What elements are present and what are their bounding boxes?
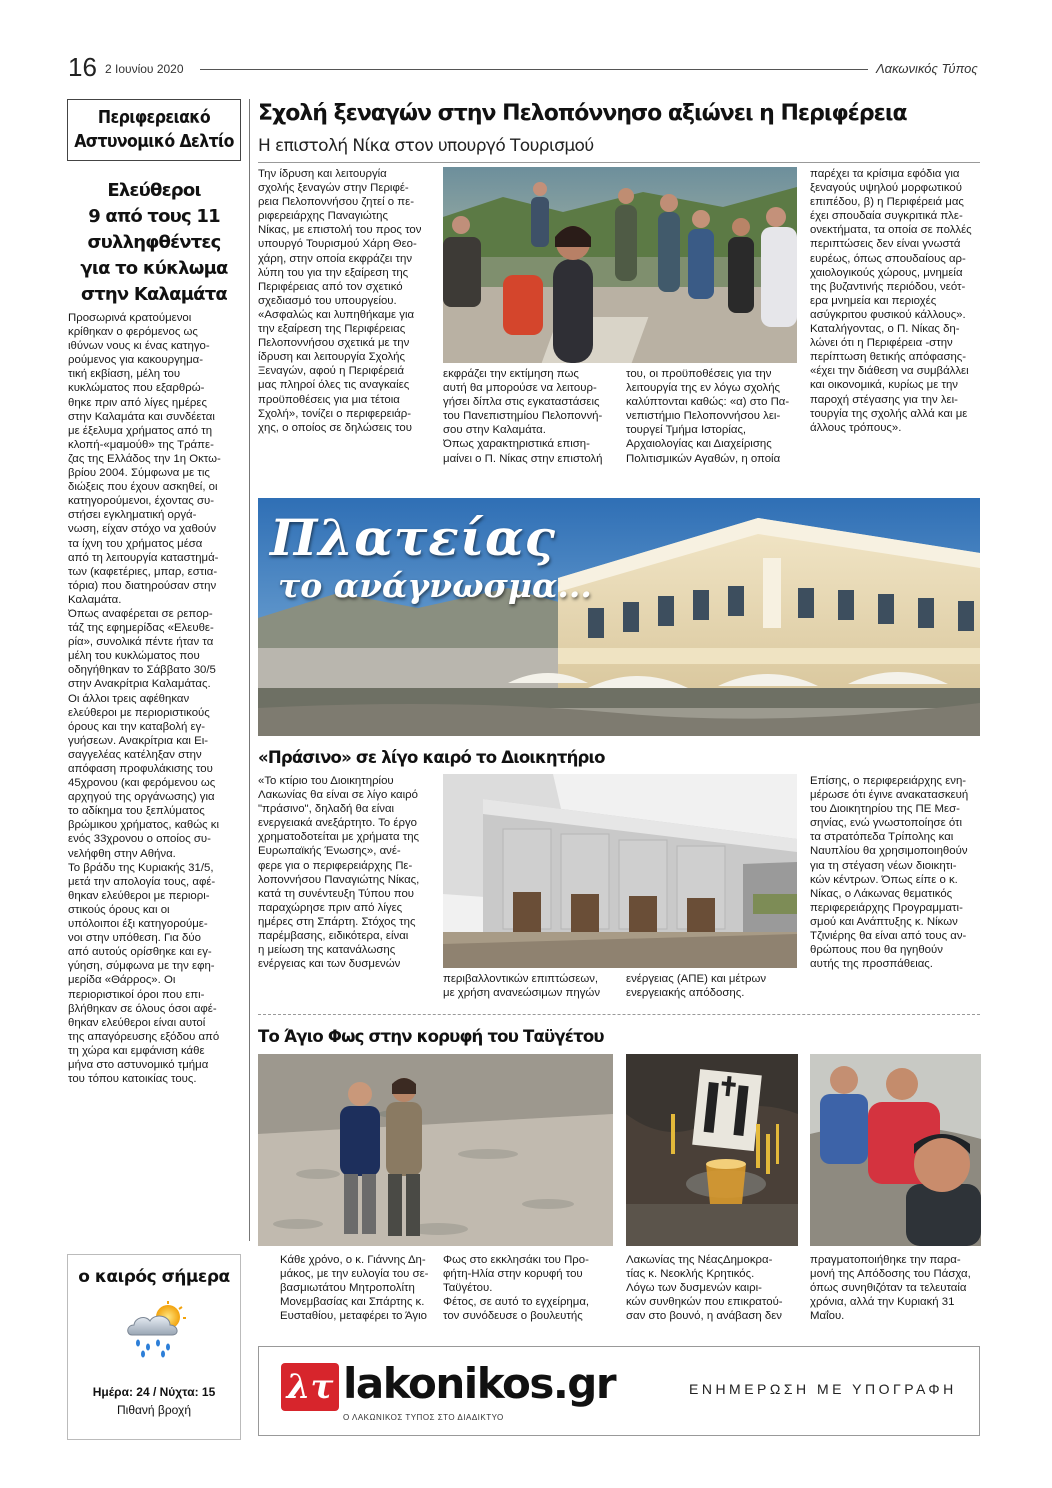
newspaper-name: Λακωνικός Τύπος — [876, 61, 978, 76]
sidebar-article-body — [68, 311, 240, 1086]
text-line: Πολιτισμικών Αγαθών, η οποία — [626, 452, 781, 465]
text-line: υπόλοιποι έξι κατηγορούμε- — [68, 918, 208, 931]
text-line: η μείωση της κατανάλωσης — [258, 944, 396, 957]
article-column — [258, 774, 430, 971]
text-line: Καταλήγοντας, ο Π. Νίκας δη- — [810, 323, 960, 336]
text-line: Το βράδυ της Κυριακής 31/5, — [68, 861, 214, 874]
banner-title: Πλατείας — [270, 508, 556, 567]
text-line: παραχώρησε πριν από λίγες — [258, 901, 403, 914]
text-line: φήτη-Ηλία στην κορυφή του — [443, 1268, 583, 1281]
text-line: ενός 33χρονου ο οποίος συ- — [68, 833, 211, 846]
text-line: Φως στο εκκλησάκι του Προ- — [443, 1254, 589, 1266]
text-line: γήσει δίπλα στις εγκαταστάσεις — [443, 396, 600, 409]
text-line: σμού και Ανάπτυξης κ. Νίκων — [810, 915, 958, 928]
header-rule — [200, 69, 868, 70]
text-line: κυκλώματος που εξαρθρώ- — [68, 382, 205, 395]
text-line: μέρωσε ότι έγινε ανακατασκευή — [810, 789, 969, 802]
text-line: και οικονομικά, κυρίως με την — [810, 379, 959, 392]
text-line: σχολής ξεναγών στην Περιφέ- — [258, 182, 409, 195]
text-line: μερίδα «Θάρρος». Οι — [68, 974, 176, 987]
text-line: 45χρονου (και φερόμενου ως — [68, 777, 216, 790]
article-column — [443, 1253, 615, 1323]
text-line: Λόγω των δυσμενών καιρι- — [626, 1282, 762, 1295]
text-line: κών συνθηκών που επικρατού- — [626, 1296, 783, 1309]
text-line: ζας της Ελλάδος την 1η Οκτω- — [68, 452, 221, 465]
section-divider — [258, 1014, 980, 1015]
text-line: λώνει ότι η Περιφέρεια -στην — [810, 337, 953, 350]
text-line: ίδρυση και λειτουργία Σχολής — [258, 351, 405, 364]
text-line: του τόπου κατοικίας τους. — [68, 1073, 197, 1086]
article-title: Σχολή ξεναγών στην Πελοπόννησο αξιώνει η Περιφέρεια — [258, 101, 907, 126]
tour-group-photo — [443, 167, 797, 363]
text-line: «Το κτίριο του Διοικητηρίου — [258, 775, 394, 787]
article-column — [810, 167, 981, 435]
sidebar-headline-line: για το κύκλωμα — [80, 258, 228, 279]
text-line: ρούμενος για κακουργημα- — [68, 354, 204, 367]
text-line: Λακωνίας της ΝέαςΔημοκρα- — [626, 1254, 773, 1266]
section-label-line2: Αστυνομικό Δελτίο — [74, 132, 234, 152]
text-line: απόφαση προφυλάκισης του — [68, 763, 213, 775]
logo-wordmark: lakonikos.gr — [343, 1359, 616, 1408]
text-line: ρεια Πελοποννήσου ζητεί ο πε- — [258, 196, 415, 209]
text-line: λειτουργία της εν λόγω σχολής — [626, 382, 781, 395]
text-line: για τη στέγαση νέων διοικητι- — [810, 859, 957, 872]
sidebar-headline — [67, 178, 241, 308]
text-line: κλοπή-«μαμούθ» της Τράπε- — [68, 438, 214, 451]
text-line: Νίκας, με επιστολή του προς τον — [258, 224, 422, 237]
text-line: οδηγήθηκαν το Σάββατο 30/5 — [68, 664, 216, 677]
text-line: κών κέντρων. Όπως είπε ο κ. — [810, 873, 958, 886]
text-line: μάκος, με την ευλογία του σε- — [280, 1268, 429, 1281]
text-line: Οι άλλοι τρεις αφέθηκαν — [68, 692, 190, 705]
weather-temperatures: Ημέρα: 24 / Νύχτα: 15 — [92, 1385, 216, 1399]
ad-slogan: ΕΝΗΜΕΡΩΣΗ ΜΕ ΥΠΟΓΡΑΦΗ — [689, 1381, 957, 1397]
text-line: λύπη του για την εξαίρεση της — [258, 266, 409, 279]
text-line: λοποννήσου Παναγιώτης Νίκας, — [258, 873, 420, 886]
text-line: μονή της Απόδοσης του Πάσχα, — [810, 1268, 971, 1281]
text-line: του Πανεπιστημίου Πελοποννή- — [443, 410, 603, 423]
text-line: θρώπους που θα ηγηθούν — [810, 944, 943, 957]
text-line: αυτή θα μπορούσε να λειτουρ- — [443, 382, 597, 395]
text-line: ενέργειας (ΑΠΕ) και μέτρων — [626, 973, 767, 985]
text-line: γύηση, σύμφωνα με την εφη- — [68, 960, 215, 973]
sidebar-headline-line: στην Καλαμάτα — [81, 284, 227, 305]
text-line: υπουργό Τουρισμού Χάρη Θεο- — [258, 238, 417, 251]
rain-cloud-icon — [124, 1301, 188, 1359]
text-line: με έξελυμα χρήματος από τη — [68, 424, 213, 437]
text-line: βρώμικου χρήματος, καθώς κι — [68, 819, 219, 832]
logo-tagline: Ο ΛΑΚΩΝΙΚΟΣ ΤΥΠΟΣ ΣΤΟ ΔΙΑΔΙΚΤΥΟ — [343, 1413, 504, 1422]
text-line: νωση, είχαν στόχο να χαθούν — [68, 523, 217, 536]
text-line: εκφράζει την εκτίμηση πως — [443, 368, 579, 380]
text-line: χης, ο οποίος σε δηλώσεις του — [258, 421, 412, 434]
text-line: ερα μνημεία και περιοχές — [810, 294, 937, 307]
text-line: όπως συνηθιζόταν τα τελευταία — [810, 1282, 967, 1295]
text-line: Την ίδρυση και λειτουργία — [258, 168, 387, 180]
text-line: παρέμβασης, ειδικότερα, είναι — [258, 930, 409, 943]
section-label-line1: Περιφερειακό — [97, 108, 211, 128]
article-column — [626, 972, 798, 1000]
lakonikos-ad[interactable] — [258, 1346, 980, 1436]
text-line: ενεργειακά ανεξάρτητο. Το έργο — [258, 817, 418, 830]
text-line: περιοριστικοί όροι που επι- — [68, 988, 205, 1001]
text-line: ξεναγούς υψηλού μορφωτικού — [810, 182, 962, 195]
text-line: νελήφθη στην Αθήνα. — [68, 847, 176, 860]
text-line: βασμιωτάτου Μητροπολίτη — [280, 1282, 415, 1295]
text-line: άλλους τρόπους». — [810, 421, 902, 434]
text-line: με χρήση ανανεώσιμων πηγών — [443, 987, 601, 1000]
text-line: ημέρες στη Σπάρτη. Στόχος της — [258, 915, 416, 928]
text-line: καλύπτονται καθώς: «α) στο Πα- — [626, 396, 790, 409]
text-line: "πράσινο", δηλαδή θα είναι — [258, 803, 395, 816]
text-line: τη χώρα και εμφάνιση κάθε — [68, 1044, 205, 1057]
text-line: χάρη, στην οποία εκφράζει την — [258, 252, 413, 265]
text-line: τόρια) που διατηρούσαν στην — [68, 579, 217, 592]
banner-subtitle: το ανάγνωσμα... — [278, 566, 592, 605]
text-line: από τη λειτουργία καταστημά- — [68, 551, 219, 564]
text-line: νεπιστήμιο Πελοποννήσου λει- — [626, 410, 781, 423]
text-line: παροχή στέγασης για την λει- — [810, 393, 958, 406]
text-line: περιπτώσεις δεν είναι γνωστά — [810, 238, 961, 251]
text-line: μετά την απολογία τους, αφέ- — [68, 875, 216, 888]
text-line: Προσωρινά κρατούμενοι — [68, 312, 192, 324]
article-title: Το Άγιο Φως στην κορυφή του Ταϋγέτου — [258, 1027, 604, 1046]
plateias-banner — [258, 498, 980, 736]
text-line: σηνίας, ενώ γνωστοποίησε ότι — [810, 817, 963, 830]
text-line: Όπως αναφέρεται σε ρεπορ- — [68, 607, 213, 620]
section-label-box — [67, 99, 241, 161]
text-line: μέλη του κυκλώματος που — [68, 650, 200, 663]
text-line: από αυτούς ορίσθηκε και εγ- — [68, 946, 212, 959]
text-line: επιπέδου, β) η Περιφέρειά μας — [810, 196, 964, 209]
text-line: βλήθηκαν σε όλους όσοι αφέ- — [68, 1002, 217, 1015]
article-column — [626, 367, 798, 466]
text-line: Καλαμάτα. — [68, 593, 122, 606]
weather-title: ο καιρός σήμερα — [78, 1267, 230, 1287]
text-line: θηκαν ελεύθεροι είναι αυτοί — [68, 1016, 206, 1029]
logo-mark-text: λτ — [286, 1367, 334, 1407]
article-title: «Πράσινο» σε λίγο καιρό το Διοικητήριο — [258, 748, 605, 767]
article-column — [258, 1253, 434, 1323]
text-line: φερε για ο περιφερειάρχης Πε- — [258, 859, 413, 872]
text-line: όρους και την καταβολή εγ- — [68, 720, 206, 733]
climbers-selfie-photo — [810, 1054, 981, 1246]
weather-description: Πιθανή βροχή — [116, 1403, 191, 1417]
text-line: Περιφέρειας από τον σχετικό — [258, 280, 403, 293]
text-line: τουργεί Τμήμα Ιστορίας, — [626, 424, 747, 437]
text-line: Νίκας, ο Λάκωνας θεματικός — [810, 887, 953, 900]
text-line: τουργία της σχολής αλλά και με — [810, 407, 968, 420]
text-line: Ναυπλίου θα χρησιμοποιηθούν — [810, 845, 968, 858]
text-line: στήσει εγκληματική οργά- — [68, 509, 197, 522]
text-line: Επίσης, ο περιφερειάρχης ενη- — [810, 775, 967, 787]
text-line: ασύγκριτου φυσικού κάλλους». — [810, 308, 966, 321]
text-line: ριφερειάρχης Παναγιώτης — [258, 210, 388, 223]
text-line: νοι στην υπόθεση. Για δύο — [68, 932, 201, 945]
text-line: σαγγελέας κατέληξαν στην — [68, 748, 202, 761]
text-line: Όπως χαρακτηριστικά επιση- — [443, 438, 590, 451]
government-building-photo — [443, 774, 797, 968]
mountain-summit-photo — [258, 1054, 613, 1246]
text-line: ενέργειας και των δυσμενών — [258, 958, 401, 971]
text-line: σου στην Καλαμάτα. — [443, 424, 546, 437]
text-line: παρέχει τα κρίσιμα εφόδια για — [810, 168, 960, 180]
text-line: πραγματοποιήθηκε την παρα- — [810, 1254, 961, 1266]
text-line: περίπτωση θετικής απόφασης- — [810, 351, 967, 364]
text-line: βρίου 2004. Σύμφωνα με τις — [68, 467, 210, 480]
text-line: έχει σπουδαία συγκριτικά πλε- — [810, 210, 963, 223]
lakonikos-logo-mark — [281, 1363, 339, 1411]
text-line: περιβαλλοντικών επιπτώσεων, — [443, 973, 599, 985]
text-line: Ταϋγέτου. — [443, 1282, 493, 1295]
text-line: τίας κ. Νεοκλής Κρητικός. — [626, 1268, 755, 1281]
text-line: τική εκβίαση, μέλη του — [68, 368, 181, 381]
text-line: προϋποθέσεις για μια τέτοια — [258, 393, 400, 406]
text-line: σχεδιασμό του υπουργείου. — [258, 294, 397, 307]
text-line: κατά τη συνέντευξη Τύπου που — [258, 887, 415, 900]
article-column — [258, 167, 430, 435]
text-line: αυτής της προσπάθειας. — [810, 958, 933, 971]
weather-box — [67, 1254, 241, 1440]
text-line: θηκαν ελεύθεροι με περιορι- — [68, 889, 210, 902]
article-column — [626, 1253, 798, 1323]
text-line: «έχει την διάθεση να συμβάλλει — [810, 365, 969, 378]
title-rule — [258, 162, 980, 163]
text-line: της βυζαντινής περιόδου, νεότ- — [810, 280, 966, 293]
text-line: κρίθηκαν ο φερόμενος ως — [68, 326, 198, 339]
text-line: ενεργειακής απόδοσης. — [626, 987, 745, 1000]
text-line: της απαγόρευσης εξόδου από — [68, 1030, 220, 1043]
text-line: χρόνια, αλλά την Κυριακή 31 — [810, 1296, 955, 1309]
text-line: τα στρατόπεδα Τρίπολης και — [810, 831, 954, 844]
text-line: Σχολή», τονίζει ο περιφερειάρ- — [258, 407, 412, 420]
text-line: ευρέως, όπως σπουδαίους αρ- — [810, 252, 966, 265]
sidebar-headline-line: Ελεύθεροι — [107, 180, 201, 201]
text-line: Πελοποννήσου σχετικά με την — [258, 337, 410, 350]
text-line: στικούς όρους και οι — [68, 903, 170, 916]
text-line: μαίνει ο Π. Νίκας στην επιστολή — [443, 452, 603, 465]
text-line: τον συνόδευσε ο βουλευτής — [443, 1310, 583, 1323]
text-line: μας πληροί όλες τις αναγκαίες — [258, 379, 410, 392]
text-line: Τζινιέρης θα είναι από τους αν- — [810, 930, 967, 943]
page-number: 16 — [68, 52, 97, 82]
text-line: «Ασφαλώς και λυπηθήκαμε για — [258, 308, 415, 321]
article-subtitle: Η επιστολή Νίκα στον υπουργό Τουρισμού — [258, 136, 594, 156]
text-line: τα ίχνη του χρήματος μέσα — [68, 537, 203, 550]
holy-light-candle-photo — [626, 1054, 798, 1246]
text-line: Ευρωπαϊκής Ένωσης», ανέ- — [258, 845, 401, 858]
text-line: ελεύθεροι με περιοριστικούς — [68, 706, 210, 719]
text-line: του Διοικητηρίου της ΠΕ Μεσ- — [810, 803, 960, 816]
article-column — [810, 774, 981, 971]
column-divider — [249, 99, 250, 1241]
text-line: γυήσεων. Ανακρίτρια και Ει- — [68, 734, 209, 747]
text-line: μήνα στο αστυνομικό τμήμα — [68, 1058, 209, 1071]
sidebar-headline-line: 9 από τους 11 — [88, 206, 220, 227]
text-line: Λακωνίας θα είναι σε λίγο καιρό — [258, 789, 418, 802]
text-line: στην Ανακρίτρια Καλαμάτας. — [68, 678, 211, 691]
text-line: θηκε πριν από λίγες ημέρες — [68, 396, 207, 409]
text-line: ιθύνων νους κι ένας κατηγο- — [68, 340, 210, 353]
text-line: σαν στο βουνό, η ανάβαση δεν — [626, 1310, 782, 1323]
sidebar-headline-line: συλληφθέντες — [87, 232, 221, 253]
issue-date: 2 Ιουνίου 2020 — [105, 62, 184, 76]
text-line: περιφερειάρχης Προγραμματι- — [810, 901, 963, 914]
article-column — [443, 367, 615, 466]
text-line: τάζ της εφημερίδας «Ελευθε- — [68, 622, 214, 635]
text-line: Μονεμβασίας και Σπάρτης κ. — [280, 1296, 425, 1309]
text-line: χρηματοδοτείται με χρήματα της — [258, 831, 420, 844]
text-line: Αρχαιολογίας και Διαχείρισης — [626, 438, 772, 451]
text-line: το αδίκημα του ξεπλύματος — [68, 805, 205, 818]
text-line: Φέτος, σε αυτό το εγχείρημα, — [443, 1296, 590, 1309]
text-line: των (καφετέριες, μπαρ, εστια- — [68, 565, 218, 578]
text-line: ρία», συνολικά πέντε ήταν τα — [68, 636, 214, 649]
text-line: στην Καλαμάτα και συνδέεται — [68, 410, 215, 423]
text-line: του, οι προϋποθέσεις για την — [626, 368, 772, 380]
text-line: αρχηγού της οργάνωσης) για — [68, 791, 215, 804]
text-line: την εξαίρεση της Περιφέρειας — [258, 323, 406, 336]
text-line: ονεκτήματα, τα οποία σε πολλές — [810, 224, 972, 237]
text-line: Ευσταθίου, μεταφέρει το Άγιο — [280, 1310, 427, 1323]
article-column — [810, 1253, 981, 1323]
text-line: Ξεναγών, αφού η Περιφέρειά — [258, 365, 405, 378]
text-line: διώξεις που έχουν ασκηθεί, οι — [68, 481, 218, 494]
text-line: Κάθε χρόνο, ο κ. Γιάννης Δη- — [280, 1254, 426, 1266]
article-column — [443, 972, 615, 1000]
text-line: κατηγορούμενοι, έχοντας συ- — [68, 495, 214, 508]
text-line: χαιολογικούς χώρους, μνημεία — [810, 266, 963, 279]
text-line: Μαΐου. — [810, 1310, 845, 1323]
